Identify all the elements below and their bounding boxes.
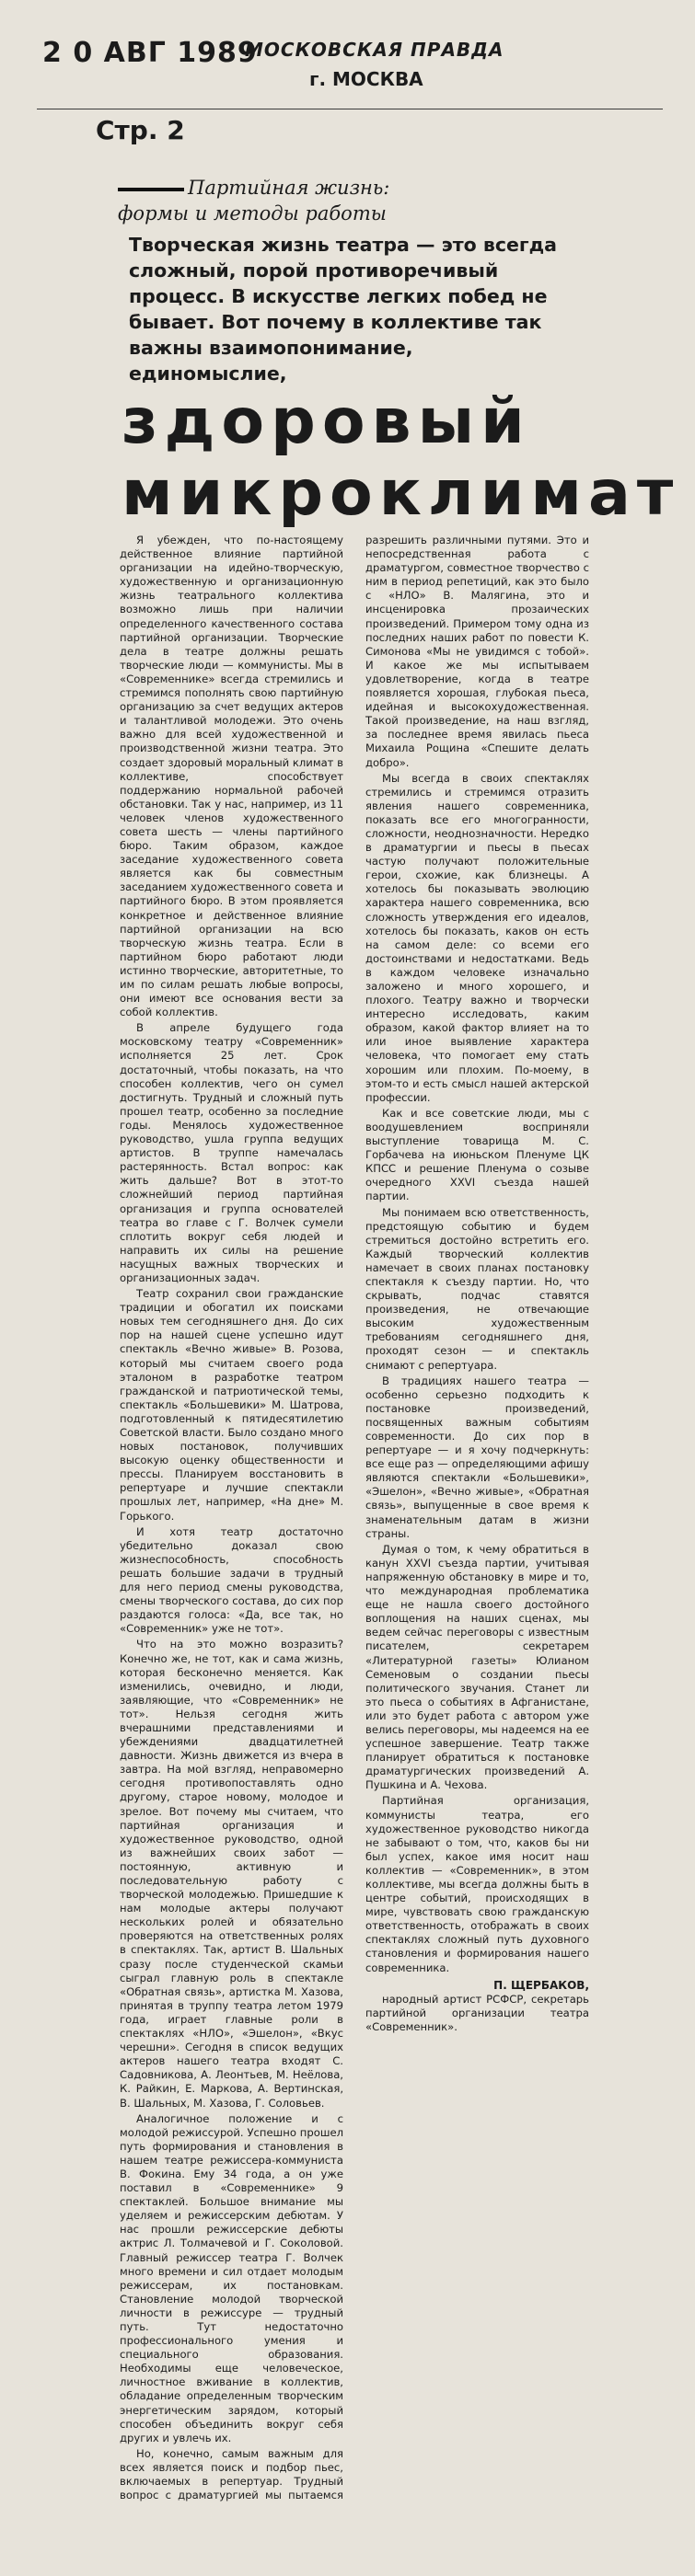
author-signature: П. ЩЕРБАКОВ, xyxy=(493,1978,589,1992)
body-paragraph: В апреле будущего года московскому театру «Современник» исполняется 25 лет. Срок достаточный, чтобы показать, на что способен коллектив, чего он сумел достигнуть. Трудный и сложный путь прошел театр, особенно за последние годы. Менялось художественное руководство, ушла группа ведущих артистов. В труппе намечалась растерянность. Встал вопрос: как жить дальше? Вот в этот-то сложнейший период партийная организация и группа основателей театра во главе с Г. Волчек сумели сплотить вокруг себя людей и направить их силы на решение насущных важных творческих и организационных задач. xyxy=(120,1021,343,1284)
body-paragraph: Что на это можно возразить? Конечно же, не тот, как и сама жизнь, которая бесконечно меняется. Как изменились, очевидно, и люди, заявляющие, что «Современник» не тот». Нельзя сегодня жить вчерашними представлениями и убеждениями двадцатилетней давности. Жизнь движется из вчера в завтра. На мой взгляд, неправомерно сегодня противопоставлять одно другому, старое новому, молодое и зрелое. Вот почему мы считаем, что партийная организация и художественное руководство, одной из важнейших своих забот — постоянную, активную и последовательную работу с творческой молодежью. Пришедшие к нам молодые актеры получают нескольких ролей и обязательно проверяются на ответственных ролях в спектаклях. Так, артист В. Шальных сразу после студенческой скамьи сыграл главную роль в спектакле «Обратная связь», артистка М. Хазова, принятая в труппу театра летом 1979 года, играет главные роли в спектаклях «НЛО», «Эшелон», «Вкус черешни». Сегодня в список ведущих актеров нашего театра входят С. Садовникова, А. Леонтьев, М. Неёлова, К. Райкин, Е. Маркова, А. Вертинская, В. Шальных, М. Хазова, Г. Соловьев. xyxy=(120,1638,343,2110)
rubric: Партийная жизнь: формы и методы работы xyxy=(118,177,390,224)
body-paragraph: Мы понимаем всю ответственность, предстоящую событию и будем стремиться достойно встретить его. Каждый творческий коллектив намечает в своих планах постановку спектакля к съезду партии. Но, что скрывать, подчас ставятся произведения, не отвечающие высоким художественным требованиям сегодняшнего дня, проходят сезон — и спектакль снимают с репертуара. xyxy=(365,1205,589,1372)
article-body xyxy=(120,534,589,2512)
stamp-newspaper: МОСКОВСКАЯ ПРАВДА xyxy=(245,39,504,61)
body-paragraph: Думая о том, к чему обратиться в канун XXVI съезда партии, учитывая напряженную обстановку в мире и то, что международная проблематика еще не нашла своего достойного воплощения на наших сценах, мы ведем сейчас переговоры с известным писателем, секретарем «Литературной газеты» Юлианом Семеновым о создании пьесы политического звучания. Станет ли это пьеса о событиях в Афганистане, или это будет работа с автором уже велись переговоры, мы надеемся на ее успешное завершение. Театр также планирует обратиться к постановке драматургических произведений А. Пушкина и А. Чехова. xyxy=(365,1542,589,1792)
stamp-city: г. МОСКВА xyxy=(309,68,423,90)
article-lead: Творческая жизнь театра — это всегда сложный, порой противоречивый процесс. В искусстве легких побед не бывает. Вот почему в коллективе так важны взаимопонимание, единомыслие, xyxy=(129,234,557,385)
headline xyxy=(122,386,679,530)
body-paragraph: Но, конечно, самым важным для всех является поиск и подбор пьес, включаемых в репертуар. Трудный вопрос с драматургией мы пытаемся разрешить различными путями. Это и непосредственная работа с драматургом, совместное творчество с ним в период репетиций, как это было с «НЛО» В. Малягина, это и инсценировка прозаических произведений. Примером тому одна из последних наших работ по повести К. Симонова «Мы не увидимся с тобой». И какое же мы испытываем удовлетворение, когда в театре появляется хорошая, глубокая пьеса, идейная и высокохудожественная. Такой произведение, на наш взгляд, за последнее время явилась пьеса Михаила Рощина «Спешите делать добро». xyxy=(120,534,589,2502)
stamp-date: 2 0 АВГ 1989 xyxy=(42,37,258,69)
body-paragraph: Театр сохранил свои гражданские традиции и обогатил их поисками новых тем сегодняшнего дня. До сих пор на нашей сцене успешно идут спектакль «Вечно живые» В. Розова, который мы считаем своего рода эталоном в разработке театром гражданской и патриотической темы, спектакль «Большевики» М. Шатрова, подготовленный к пятидесятилетию Советской власти. Было создано много новых постановок, получивших высокую оценку общественности и прессы. Планируем восстановить в репертуаре и лучшие спектакли прошлых лет, например, «На дне» М. Горького. xyxy=(120,1287,343,1523)
body-paragraph: Мы всегда в своих спектаклях стремились и стремимся отразить явления нашего современника, показать все его многогранности, сложности, неоднозначности. Нередко в драматургии и пьесы в пьесах частую получают положительные герои, схожие, как близнецы. А хотелось бы показывать эволюцию характера нашего современника, всю сложность утверждения его идеалов, хотелось бы показать, каков он есть на самом деле: со всеми его достоинствами и недостатками. Ведь в каждом человеке изначально заложено и много хорошего, и плохого. Театру важно и творчески интересно исследовать, каким образом, какой фактор влияет на то или иное выявление характера человека, что помогает ему стать хорошим или плохим. По-моему, в этом-то и есть смысл нашей актерской профессии. xyxy=(365,771,589,1104)
page-number: Стр. 2 xyxy=(96,115,185,145)
body-paragraph: Аналогичное положение и с молодой режиссурой. Успешно прошел путь формирования и становления в нашем театре режиссера-коммуниста В. Фокина. Ему 34 года, а он уже поставил в «Современнике» 9 спектаклей. Большое внимание мы уделяем и режиссерским дебютам. У нас прошли режиссерские дебюты актрис Л. Толмачевой и Г. Соколовой. Главный режиссер театра Г. Волчек много времени и сил отдает молодым режиссерам, их постановкам. Становление молодой творческой личности в режиссуре — трудный путь. Тут недостаточно профессионального умения и специального образования. Необходимы еще человеческое, личностное вживание в коллектив, обладание определенным творческим энергетическим зарядом, который способен объединить вокруг себя других и увлечь их. xyxy=(120,2111,343,2444)
archive-stamp xyxy=(42,37,504,90)
body-paragraph: Партийная организация, коммунисты театра, его художественное руководство никогда не забывают о том, что, каков бы ни был успех, какое имя носит наш коллектив — «Современник», в этом коллективе, мы всегда должны быть в центре событий, происходящих в мире, чувствовать свою гражданскую ответственность, отображать в своих спектаклях сложный путь духовного становления и формирования нашего современника. xyxy=(365,1794,589,1974)
body-paragraph: В традициях нашего театра — особенно серьезно подходить к постановке произведений, посвященных важным событиям современности. До сих пор в репертуаре — и я хочу подчеркнуть: все еще раз — определяющими афишу являются спектакли «Большевики», «Эшелон», «Вечно живые», «Обратная связь», выпущенные в свое время к знаменательным датам в жизни страны. xyxy=(365,1374,589,1540)
body-paragraph: Я убежден, что по-настоящему действенное влияние партийной организации на идейно-творческую, художественную и организационную жизнь театрального коллектива возможно лишь при наличии определенного качественного состава партийной организации. Творческие дела в театре должны решать творческие люди — коммунисты. Мы в «Современнике» всегда стремились и стремимся пополнять свою партийную организацию за счет ведущих актеров и талантливой молодежи. Это очень важно для всей художественной и производственной жизни театра. Это создает здоровый моральный климат в коллективе, способствует поддержанию нормальной рабочей обстановки. Так у нас, например, из 11 человек членов художественного совета шесть — члены партийного бюро. Таким образом, каждое заседание художественного совета является как бы совместным заседанием художественного совета и партийного бюро. В этом проявляется конкретное и действенное влияние партийной организации на всю творческую жизнь театра. Если в партийном бюро работают люди истинно творческие, авторитетные, то им по силам решать любые вопросы, они имеют все основания вести за собой коллектив. xyxy=(120,534,343,1019)
body-paragraph: Как и все советские люди, мы с воодушевлением восприняли выступление товарища М. С. Горбачева на июньском Пленуме ЦК КПСС и решение Пленума о созыве очередного XXVI съезда нашей партии. xyxy=(365,1106,589,1203)
headline-line-1: здоровый xyxy=(122,385,531,458)
headline-line-2: микроклимат xyxy=(122,457,680,530)
author-title: народный артист РСФСР, секретарь партийной организации театра «Современник». xyxy=(365,1992,589,2033)
body-paragraph: И хотя театр достаточно убедительно доказал свою жизнеспособность, способность решать большие задачи в трудный для него период смены руководства, смены творческого состава, до сих пор раздаются голоса: «Да, все так, но «Современник» уже не тот». xyxy=(120,1524,343,1636)
